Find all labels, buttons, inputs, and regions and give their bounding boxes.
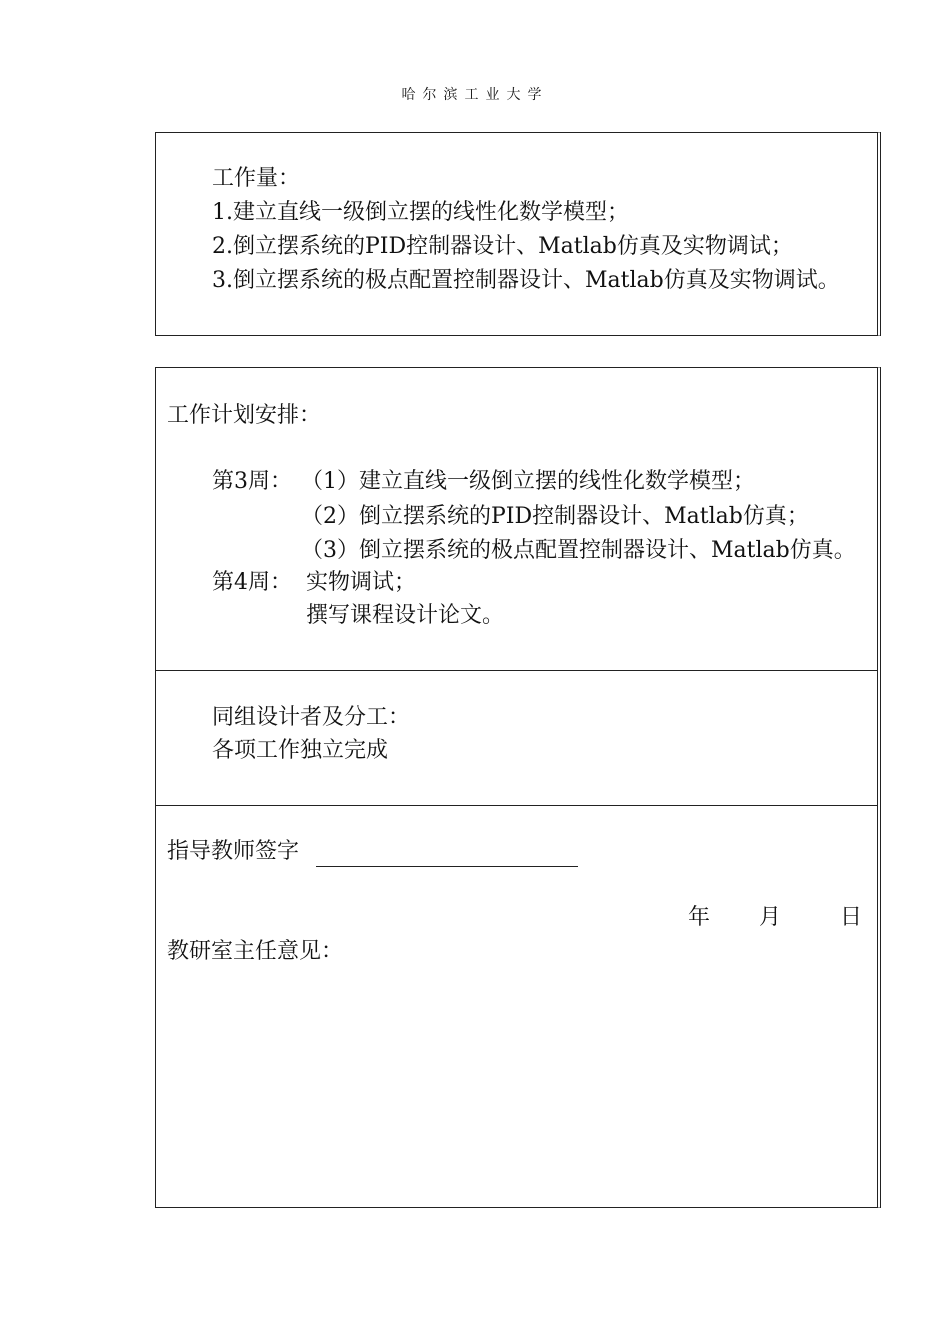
date-month: 月 <box>759 905 782 930</box>
university-header: 哈尔滨工业大学 <box>401 87 549 103</box>
advisor-signature-line[interactable] <box>316 866 578 867</box>
workload-item-2: 2.倒立摆系统的PID控制器设计、Matlab仿真及实物调试； <box>212 234 793 259</box>
date-day: 日 <box>840 905 863 930</box>
plan-title: 工作计划安排： <box>167 403 322 428</box>
plan-table <box>155 367 881 1208</box>
workload-title: 工作量： <box>212 166 301 191</box>
week4-item-1: 实物调试； <box>306 570 417 595</box>
divider-group-signature <box>156 805 877 806</box>
workload-item-3: 3.倒立摆系统的极点配置控制器设计、Matlab仿真及实物调试。 <box>212 268 840 293</box>
director-opinion-label: 教研室主任意见： <box>167 939 344 964</box>
week3-item-2: （2）倒立摆系统的PID控制器设计、Matlab仿真； <box>301 504 809 529</box>
group-title: 同组设计者及分工： <box>212 705 411 730</box>
week3-item-3: （3）倒立摆系统的极点配置控制器设计、Matlab仿真。 <box>301 538 856 563</box>
week3-label: 第3周： <box>212 469 292 494</box>
date-year: 年 <box>688 905 711 930</box>
week3-item-1: （1）建立直线一级倒立摆的线性化数学模型； <box>301 469 755 494</box>
week4-item-2: 撰写课程设计论文。 <box>306 603 505 628</box>
group-content: 各项工作独立完成 <box>212 738 389 763</box>
week4-label: 第4周： <box>212 570 292 595</box>
advisor-signature-label: 指导教师签字 <box>167 839 300 864</box>
workload-section <box>155 132 881 336</box>
divider-plan-group <box>156 670 877 671</box>
workload-item-1: 1.建立直线一级倒立摆的线性化数学模型； <box>212 200 629 225</box>
